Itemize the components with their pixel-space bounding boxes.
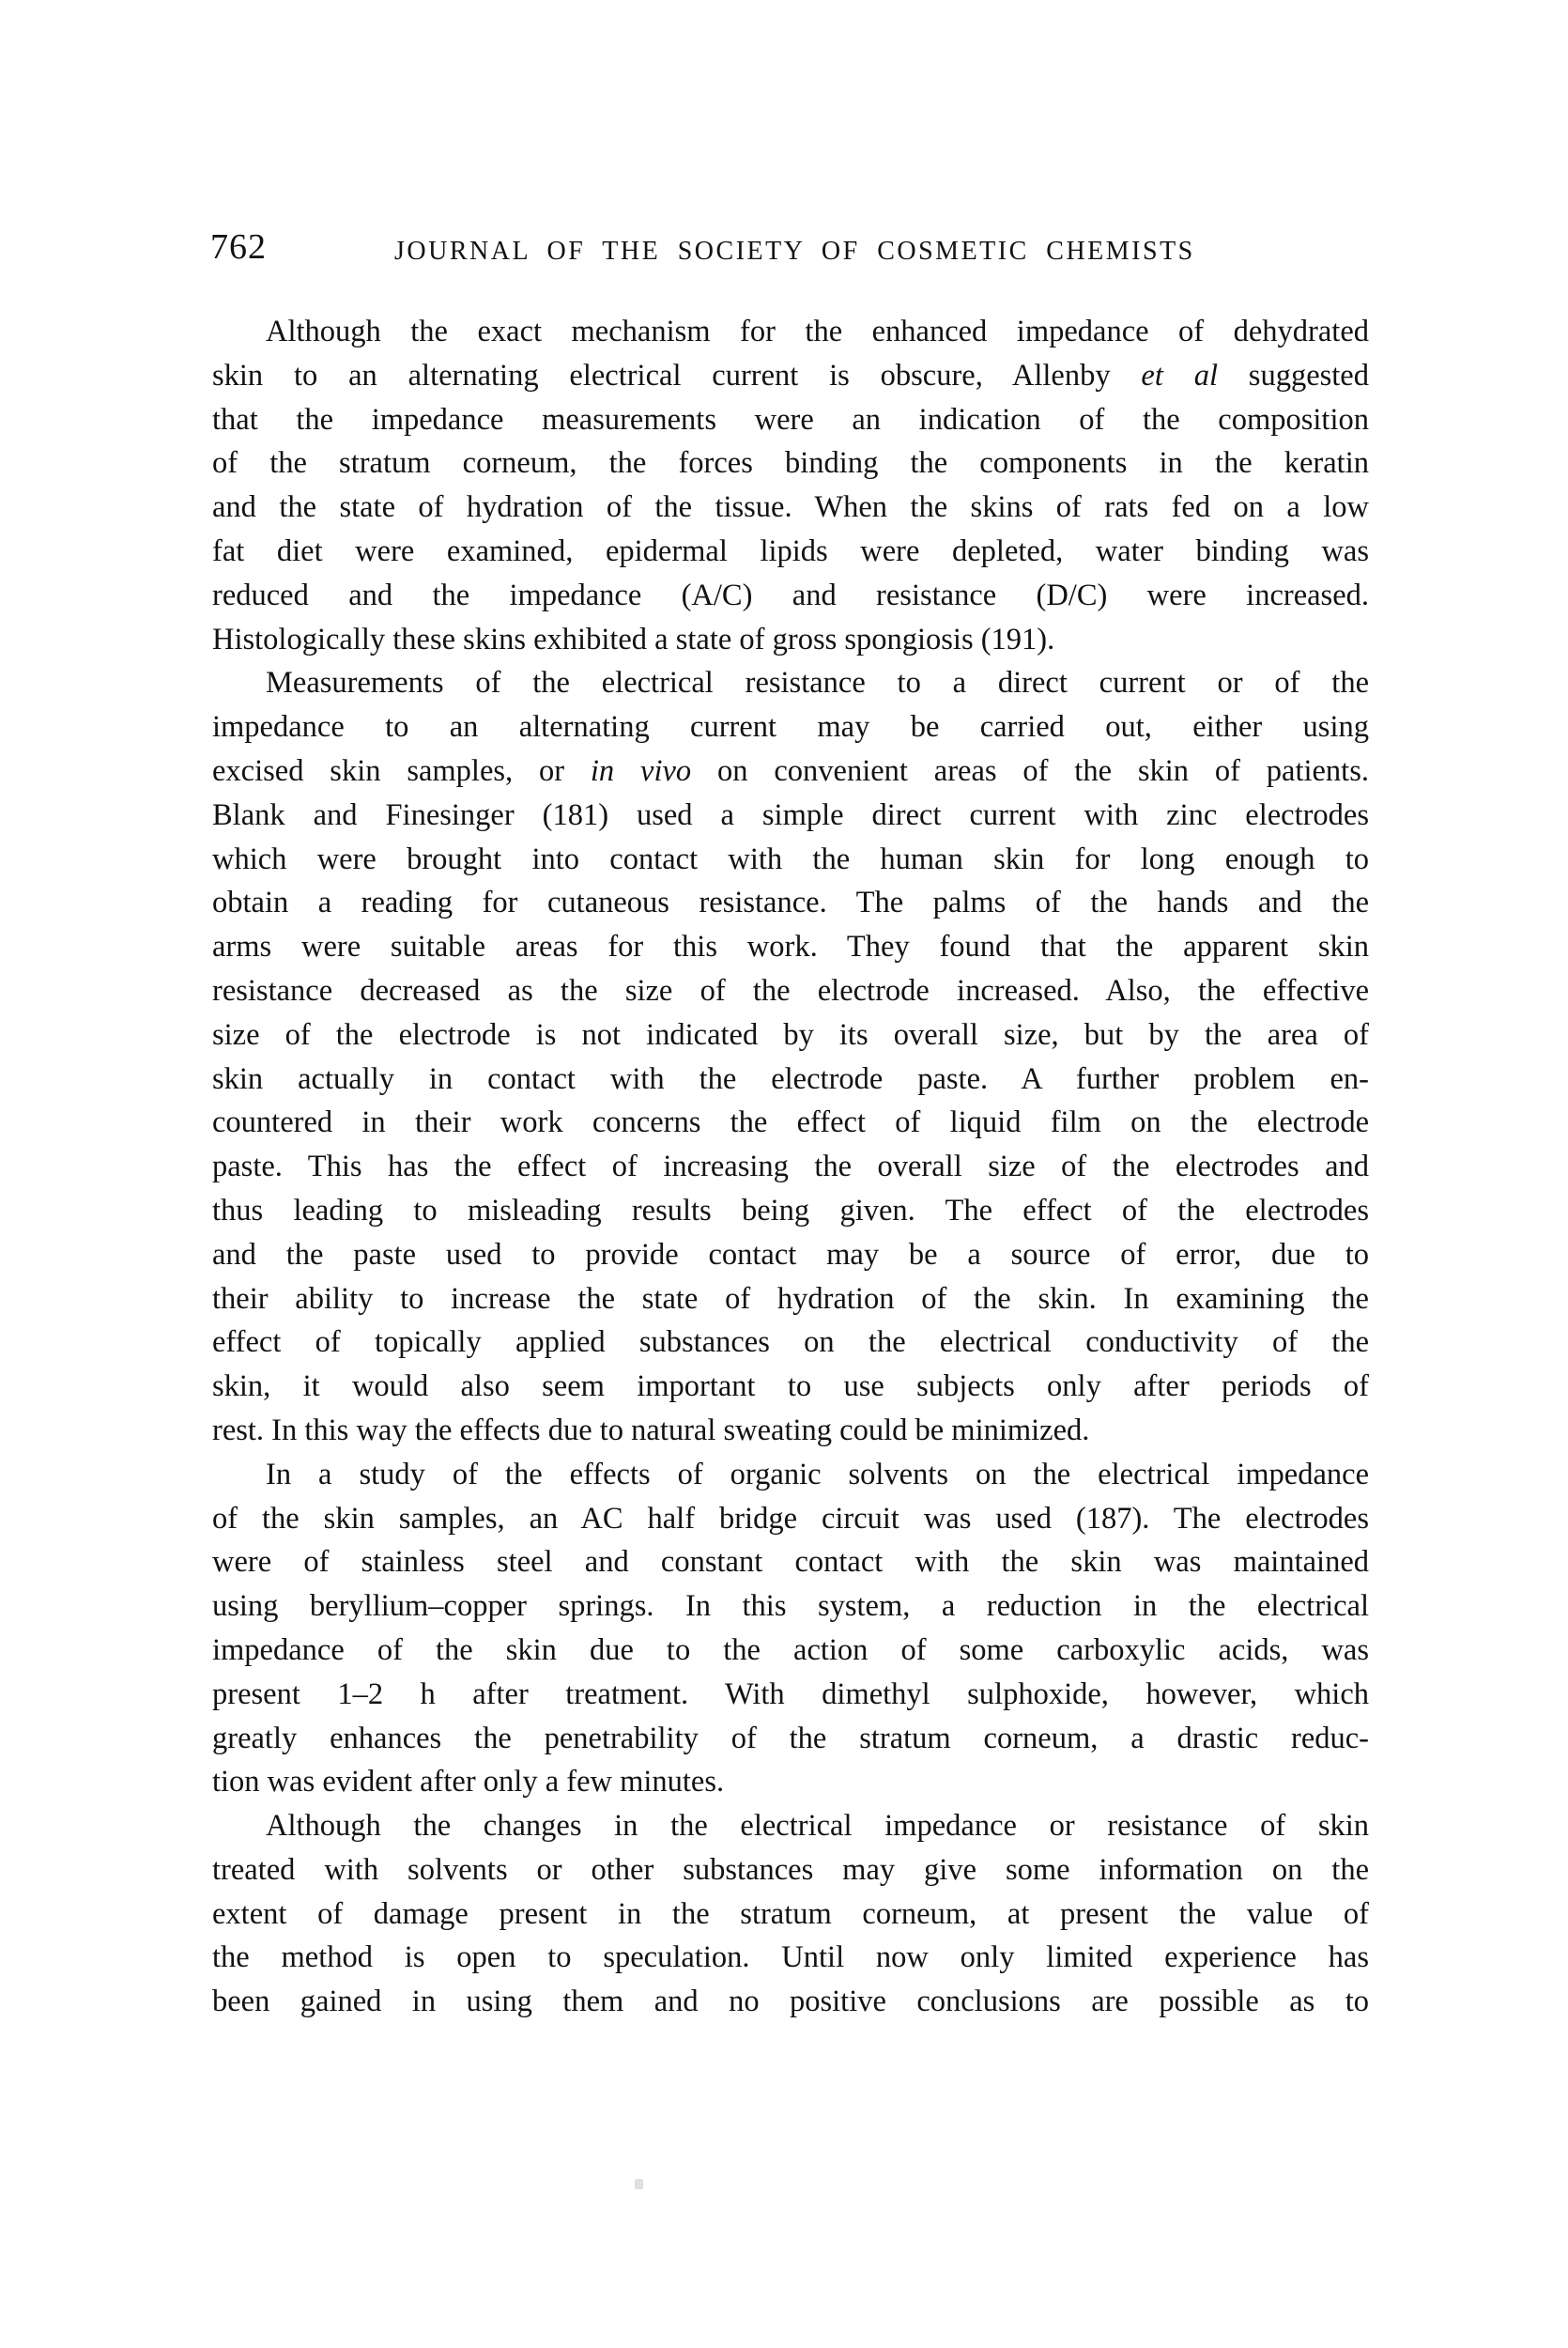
text-line: were of stainless steel and constant contact with the skin was maintained	[212, 1545, 1369, 1580]
scan-speck-artifact	[635, 2179, 643, 2189]
text-line: skin actually in contact with the electrode paste. A further problem en-	[212, 1061, 1369, 1096]
text-line: excised skin samples, or in vivo on convenient areas of the skin of patients.	[212, 753, 1369, 788]
text-line: arms were suitable areas for this work. They found that the apparent skin	[212, 930, 1369, 965]
text-line: which were brought into contact with the human skin for long enough to	[212, 842, 1369, 876]
text-line: rest. In this way the effects due to natural sweating could be minimized.	[212, 1413, 1090, 1447]
text-line: size of the electrode is not indicated by its overall size, but by the area of	[212, 1017, 1369, 1052]
paragraph	[212, 661, 1369, 1452]
journal-title: JOURNAL OF THE SOCIETY OF COSMETIC CHEMISTS	[394, 237, 1195, 266]
paragraph	[212, 310, 1369, 661]
text-line: Measurements of the electrical resistance to a direct current or of the	[266, 666, 1369, 701]
text-line: thus leading to misleading results being given. The effect of the electrodes	[212, 1193, 1369, 1228]
text-line: skin to an alternating electrical current is obscure, Allenby et al suggested	[212, 358, 1369, 393]
text-line: that the impedance measurements were an indication of the composition	[212, 402, 1369, 437]
text-line: the method is open to speculation. Until now only limited experience has	[212, 1940, 1369, 1975]
text-line: using beryllium–copper springs. In this system, a reduction in the electrical	[212, 1589, 1369, 1624]
text-line: countered in their work concerns the effect of liquid film on the electrode	[212, 1105, 1369, 1140]
text-line: their ability to increase the state of hydration of the skin. In examining the	[212, 1281, 1369, 1316]
paragraph	[212, 1453, 1369, 1804]
text-line: In a study of the effects of organic solvents on the electrical impedance	[266, 1457, 1369, 1491]
text-line: Blank and Finesinger (181) used a simple direct current with zinc electrodes	[212, 797, 1369, 832]
text-line: effect of topically applied substances on the electrical conductivity of the	[212, 1325, 1369, 1360]
text-line: greatly enhances the penetrability of the stratum corneum, a drastic reduc-	[212, 1721, 1369, 1755]
paragraph	[212, 1804, 1369, 2024]
text-line: reduced and the impedance (A/C) and resistance (D/C) were increased.	[212, 578, 1369, 612]
body-text-block	[212, 310, 1369, 2024]
text-line: impedance of the skin due to the action of some carboxylic acids, was	[212, 1632, 1369, 1667]
text-line: Although the changes in the electrical impedance or resistance of skin	[266, 1809, 1369, 1844]
text-line: obtain a reading for cutaneous resistance. The palms of the hands and the	[212, 886, 1369, 920]
text-line: been gained in using them and no positive conclusions are possible as to	[212, 1985, 1369, 2019]
page-number: 762	[210, 227, 267, 267]
text-line: tion was evident after only a few minutes.	[212, 1765, 725, 1800]
text-line: of the stratum corneum, the forces binding the components in the keratin	[212, 446, 1369, 481]
text-line: fat diet were examined, epidermal lipids were depleted, water binding was	[212, 533, 1369, 568]
text-line: of the skin samples, an AC half bridge circuit was used (187). The electrodes	[212, 1501, 1369, 1536]
text-line: Histologically these skins exhibited a state of gross spongiosis (191).	[212, 622, 1055, 657]
text-line: Although the exact mechanism for the enhanced impedance of dehydrated	[266, 315, 1369, 348]
text-line: treated with solvents or other substances may give some information on the	[212, 1852, 1369, 1887]
text-line: extent of damage present in the stratum corneum, at present the value of	[212, 1896, 1369, 1931]
text-line: present 1–2 h after treatment. With dimethyl sulphoxide, however, which	[212, 1676, 1369, 1711]
text-line: resistance decreased as the size of the electrode increased. Also, the effective	[212, 973, 1369, 1008]
text-line: skin, it would also seem important to use subjects only after periods of	[212, 1369, 1369, 1404]
text-line: paste. This has the effect of increasing the overall size of the electrodes and	[212, 1150, 1369, 1184]
text-line: and the paste used to provide contact may be a source of error, due to	[212, 1237, 1369, 1272]
text-line: and the state of hydration of the tissue. When the skins of rats fed on a low	[212, 490, 1369, 525]
text-line: impedance to an alternating current may be carried out, either using	[212, 710, 1369, 745]
